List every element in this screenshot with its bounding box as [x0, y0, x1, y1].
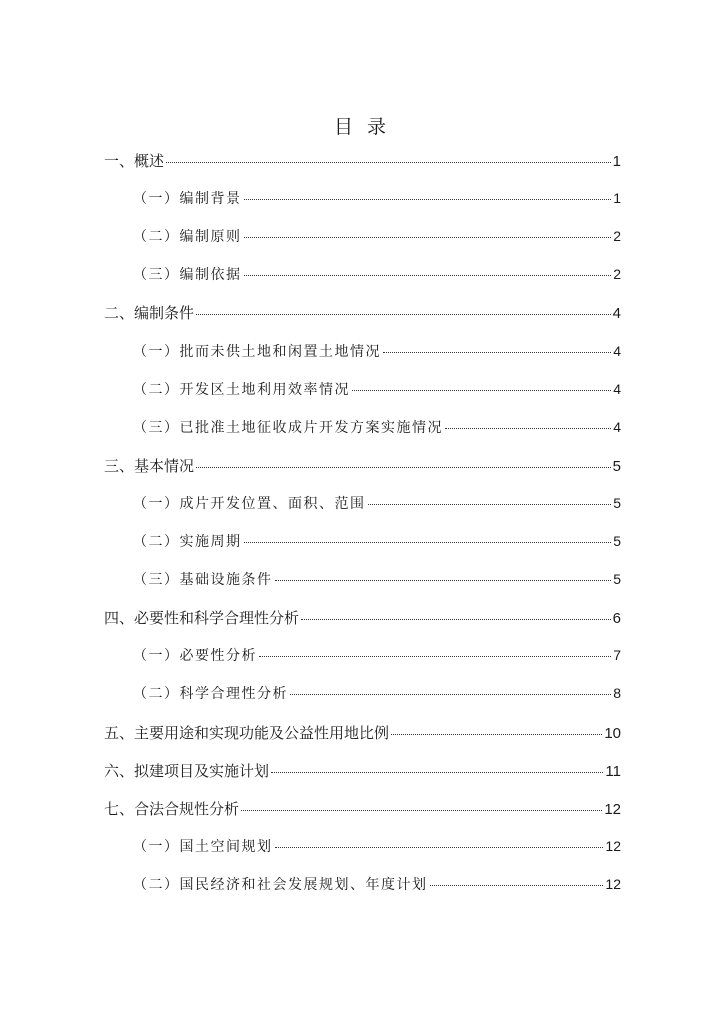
- dot-leader: [275, 846, 604, 848]
- toc-entry-title: （二）国民经济和社会发展规划、年度计划: [133, 876, 428, 893]
- toc-entry-title: （三）基础设施条件: [133, 572, 273, 589]
- toc-entry-title: （二）实施周期: [133, 534, 242, 550]
- toc-entry[interactable]: [104, 150, 621, 172]
- dot-leader: [271, 771, 603, 773]
- toc-entry[interactable]: [133, 493, 621, 515]
- dot-leader: [244, 541, 612, 543]
- toc-entry-page: 4: [613, 418, 621, 435]
- dot-leader: [368, 503, 612, 505]
- toc-entry-title: （三）编制依据: [133, 267, 242, 284]
- dot-leader: [352, 389, 611, 391]
- toc-entry-page: 1: [613, 190, 621, 207]
- toc-entry-title: （二）开发区土地利用效率情况: [133, 381, 350, 398]
- toc-entry-title: 二、编制条件: [104, 304, 195, 323]
- dot-leader: [259, 655, 611, 657]
- toc-entry[interactable]: [133, 417, 621, 439]
- toc-entry[interactable]: [133, 683, 621, 705]
- toc-entry-title: （一）成片开发位置、面积、范围: [133, 495, 366, 512]
- toc-entry-title: 五、主要用途和实现功能及公益性用地比例: [104, 723, 390, 742]
- dot-leader: [244, 274, 612, 276]
- toc-entry-title: 七、合法合规性分析: [104, 799, 240, 818]
- dot-leader: [383, 351, 611, 353]
- dot-leader: [290, 693, 611, 695]
- toc-entry-page: 8: [613, 685, 621, 702]
- toc-entry-page: 4: [612, 305, 621, 323]
- dot-leader: [196, 313, 611, 315]
- toc-entry-title: （二）科学合理性分析: [133, 686, 288, 703]
- dot-leader: [166, 161, 611, 163]
- toc-entry[interactable]: [133, 341, 621, 363]
- toc-entry[interactable]: [133, 264, 621, 286]
- toc-entry[interactable]: [133, 645, 621, 667]
- toc-entry-page: 4: [613, 342, 621, 359]
- toc-entry-page: 1: [612, 153, 621, 170]
- toc-entry[interactable]: [133, 531, 621, 553]
- toc-entry[interactable]: [104, 722, 621, 744]
- toc-entry[interactable]: [104, 455, 621, 477]
- toc-entry-page: 5: [613, 571, 621, 588]
- dot-leader: [244, 236, 612, 238]
- page-title: 目 录: [333, 116, 391, 138]
- toc-entry-page: 12: [604, 800, 621, 818]
- toc-entry-page: 6: [612, 610, 621, 628]
- toc-entry-title: （一）国土空间规划: [133, 838, 273, 855]
- toc-entry[interactable]: [104, 760, 621, 782]
- toc-entry-page: 5: [612, 457, 621, 475]
- toc-entry[interactable]: [104, 607, 621, 629]
- toc-entry-title: 四、必要性和科学合理性分析: [104, 609, 300, 628]
- toc-entry-title: （一）编制背景: [133, 191, 242, 208]
- dot-leader: [301, 618, 611, 620]
- toc-entry-page: 5: [613, 494, 621, 511]
- toc-entry-title: 三、基本情况: [104, 456, 195, 475]
- dot-leader: [275, 579, 612, 581]
- toc-entry-page: 12: [605, 837, 621, 854]
- dot-leader: [445, 427, 611, 429]
- toc-entry[interactable]: [133, 874, 621, 896]
- toc-entry[interactable]: [104, 798, 621, 820]
- toc-entry[interactable]: [133, 569, 621, 591]
- toc-entry-page: 11: [605, 762, 621, 780]
- dot-leader: [244, 198, 612, 200]
- toc-entry-page: 2: [613, 228, 621, 245]
- dot-leader: [241, 809, 602, 811]
- toc-entry-title: 六、拟建项目及实施计划: [104, 761, 270, 780]
- dot-leader: [430, 884, 604, 886]
- toc-entry-title: （三）已批准土地征收成片开发方案实施情况: [133, 419, 443, 436]
- toc-entry-page: 5: [613, 533, 621, 549]
- toc-entry-page: 2: [613, 266, 621, 283]
- dot-leader: [196, 466, 611, 468]
- toc-entry[interactable]: [133, 379, 621, 401]
- toc-entry-page: 12: [605, 875, 621, 892]
- toc-entry-page: 10: [604, 724, 621, 742]
- toc-entry-title: （一）必要性分析: [133, 648, 257, 665]
- toc-entry-page: 7: [613, 647, 621, 664]
- toc-entry[interactable]: [104, 302, 621, 324]
- toc-entry-title: 一、概述: [104, 152, 165, 170]
- toc-entry[interactable]: [133, 836, 621, 858]
- toc-entry[interactable]: [133, 188, 621, 210]
- dot-leader: [391, 733, 602, 735]
- toc-entry-title: （一）批而未供土地和闲置土地情况: [133, 343, 381, 360]
- toc-entry[interactable]: [133, 226, 621, 248]
- toc-entry-title: （二）编制原则: [133, 229, 242, 246]
- toc-entry-page: 4: [613, 380, 621, 397]
